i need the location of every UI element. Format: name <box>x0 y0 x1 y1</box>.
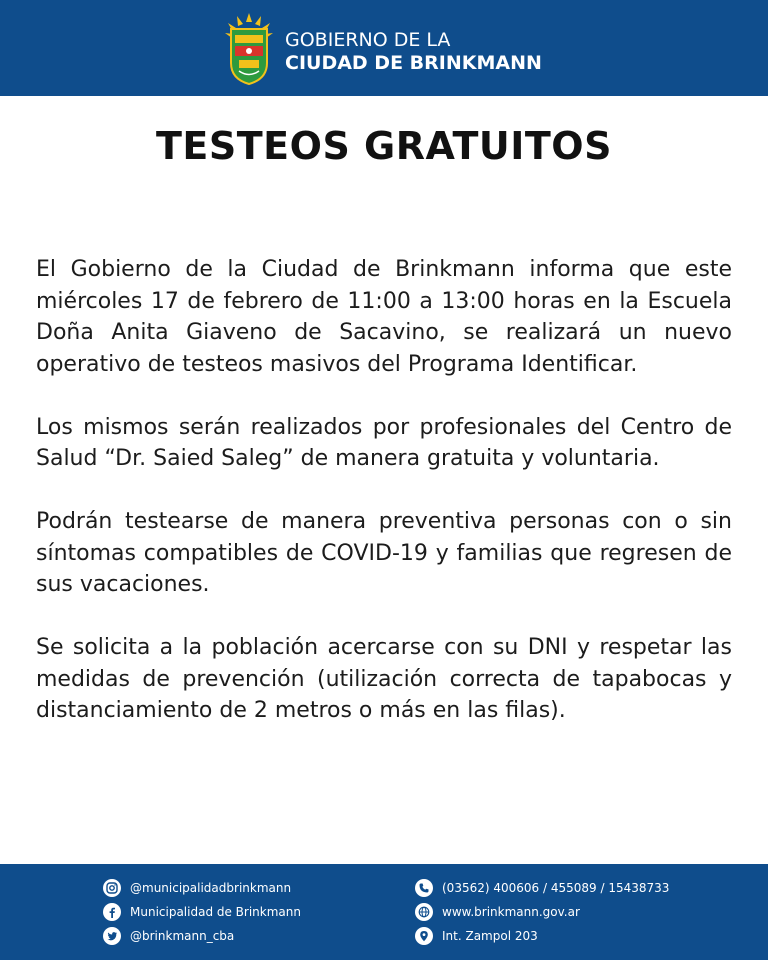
footer-bar <box>0 864 768 960</box>
organization-name <box>285 29 542 75</box>
page-title: TESTEOS GRATUITOS <box>156 124 612 168</box>
organization-line-1: GOBIERNO DE LA <box>285 29 451 51</box>
globe-icon <box>415 903 433 921</box>
twitter-handle: @brinkmann_cba <box>130 929 235 943</box>
footer-phone[interactable] <box>415 878 669 898</box>
footer-address[interactable] <box>415 926 538 946</box>
twitter-icon <box>103 927 121 945</box>
instagram-handle: @municipalidadbrinkmann <box>130 881 292 895</box>
paragraph-1: El Gobierno de la Ciudad de Brinkmann informa que este miércoles 17 de febrero de 11:00 a 13:00 horas en la Escuela Doña Anita Giaveno de Sacavino, se realizará un nuevo operativo de testeos masivos del Programa Identificar. <box>36 257 732 377</box>
header-bar <box>0 0 768 96</box>
footer-website[interactable] <box>415 902 580 922</box>
street-address: Int. Zampol 203 <box>442 929 538 943</box>
website-url: www.brinkmann.gov.ar <box>442 905 580 919</box>
footer-instagram[interactable] <box>103 878 291 898</box>
instagram-icon <box>103 879 121 897</box>
phone-icon <box>415 879 433 897</box>
paragraph-3: Podrán testearse de manera preventiva personas con o sin síntomas compatibles de COVID-19 y familias que regresen de sus vacaciones. <box>36 509 732 597</box>
facebook-icon <box>103 903 121 921</box>
organization-line-2: CIUDAD DE BRINKMANN <box>285 52 542 74</box>
facebook-page: Municipalidad de Brinkmann <box>130 905 301 919</box>
municipal-shield-logo <box>225 13 273 85</box>
announcement-body <box>36 254 732 758</box>
footer-twitter[interactable] <box>103 926 234 946</box>
location-pin-icon <box>415 927 433 945</box>
phone-numbers: (03562) 400606 / 455089 / 15438733 <box>442 881 670 895</box>
paragraph-2: Los mismos serán realizados por profesionales del Centro de Salud “Dr. Saied Saleg” de manera gratuita y voluntaria. <box>36 414 732 471</box>
footer-facebook[interactable] <box>103 902 301 922</box>
paragraph-4: Se solicita a la población acercarse con su DNI y respetar las medidas de prevención (utilización correcta de tapabocas y distanciamiento de 2 metros o más en las filas). <box>36 635 732 723</box>
